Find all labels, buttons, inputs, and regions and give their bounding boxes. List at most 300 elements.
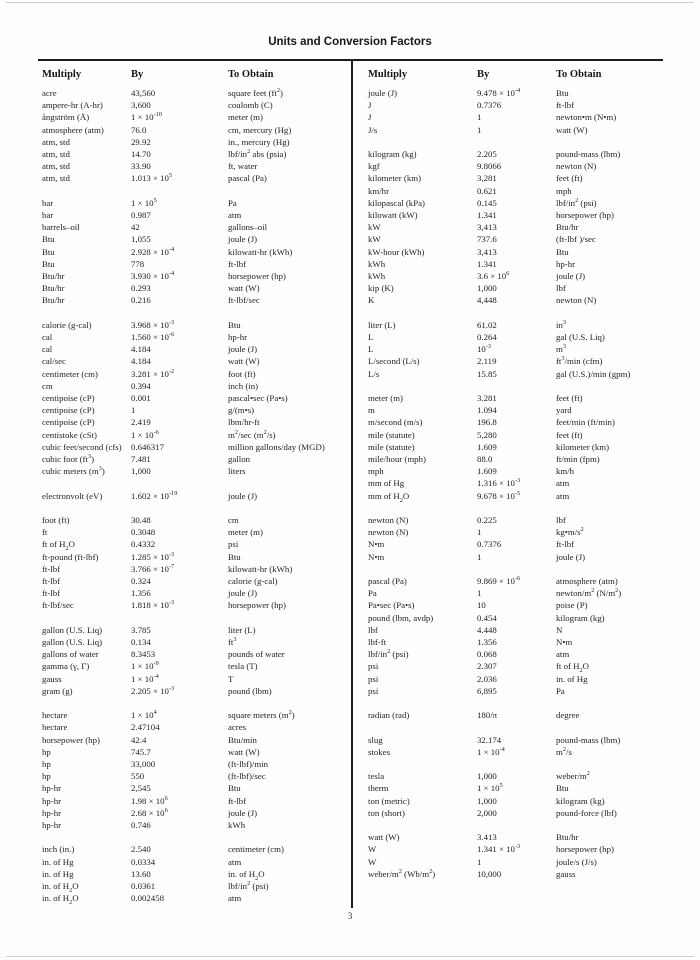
conversion-row — [42, 441, 347, 453]
by-cell: 1,000 — [477, 771, 497, 782]
by-cell: $1 \times 10^4$ — [131, 709, 157, 721]
conversion-row — [42, 282, 347, 294]
multiply-cell: mile (statute) — [368, 429, 415, 440]
conversion-row — [368, 404, 663, 416]
conversion-row — [42, 270, 347, 282]
by-cell: 2.119 — [477, 356, 497, 367]
to-obtain-cell: centimeter (cm) — [228, 844, 284, 855]
to-obtain-cell: Btu/min — [228, 734, 257, 745]
multiply-cell: hp-hr — [42, 795, 62, 806]
conversion-row — [368, 441, 663, 453]
to-obtain-cell: cm — [228, 515, 239, 526]
to-obtain-cell: hp-hr — [556, 258, 576, 269]
by-cell: 1 — [477, 527, 482, 538]
by-cell: 1.609 — [477, 466, 497, 477]
conversion-row — [368, 587, 663, 599]
conversion-row — [368, 343, 663, 355]
multiply-cell: lbf-ft — [368, 637, 387, 648]
to-obtain-cell: pounds of water — [228, 649, 285, 660]
conversion-group — [368, 831, 663, 880]
conversion-row — [368, 843, 663, 855]
to-obtain-cell: liter (L) — [228, 624, 256, 635]
multiply-cell: L/second (L/s) — [368, 356, 420, 367]
conversion-row — [368, 111, 663, 123]
to-obtain-cell: ft-lbf — [556, 100, 575, 111]
to-obtain-cell: $m^2/s$ — [556, 745, 572, 757]
to-obtain-cell: atm — [556, 649, 570, 660]
conversion-row — [368, 868, 663, 880]
multiply-cell: L — [368, 332, 374, 343]
multiply-cell: ft-lbf — [42, 563, 61, 574]
multiply-cell: weber/$m^2$ $(Wb/m^2)$ — [368, 867, 436, 879]
by-cell: 4,448 — [477, 295, 497, 306]
by-cell: 2.47104 — [131, 722, 160, 733]
multiply-cell: lbf — [368, 624, 378, 635]
multiply-cell: J — [368, 100, 372, 111]
conversion-row — [368, 770, 663, 782]
multiply-cell: kW — [368, 234, 381, 245]
to-obtain-cell: (ft-lbf )/sec — [556, 234, 596, 245]
to-obtain-cell: weber/$m^2$ — [556, 770, 590, 782]
by-cell: 550 — [131, 771, 145, 782]
by-cell: 737.6 — [477, 234, 497, 245]
multiply-cell: bar — [42, 210, 54, 221]
to-obtain-cell: in. of $H_2O$ — [228, 868, 265, 882]
to-obtain-cell: joule (J) — [228, 588, 258, 599]
to-obtain-cell: Btu — [556, 88, 569, 98]
by-cell: 32.174 — [477, 734, 502, 745]
to-obtain-cell: T — [228, 673, 234, 684]
conversion-row — [368, 282, 663, 294]
to-obtain-cell: Btu — [556, 246, 569, 257]
to-obtain-cell: horsepower (hp) — [228, 271, 286, 282]
to-obtain-cell: coulomb (C) — [228, 100, 273, 111]
conversion-row — [368, 551, 663, 563]
multiply-cell: Btu/hr — [42, 271, 65, 282]
to-obtain-cell: ft-lbf/sec — [228, 295, 260, 306]
by-cell: 0.145 — [477, 197, 497, 208]
conversion-row — [42, 233, 347, 245]
multiply-cell: L — [368, 344, 374, 355]
to-obtain-cell: atmosphere (atm) — [556, 576, 618, 587]
multiply-cell: centistoke (cSt) — [42, 429, 97, 440]
by-cell: 0.0334 — [131, 856, 156, 867]
to-obtain-cell: pound-force (lbf) — [556, 807, 617, 818]
multiply-cell: L/s — [368, 368, 380, 379]
conversion-row — [42, 258, 347, 270]
by-cell: 3,281 — [477, 173, 497, 184]
multiply-cell: cubic foot $(ft^3)$ — [42, 453, 95, 465]
to-obtain-cell: inch (in) — [228, 380, 259, 391]
multiply-cell: in. of $H_2O$ — [42, 893, 79, 907]
by-cell: 1 — [477, 856, 482, 867]
conversion-row — [42, 490, 347, 502]
multiply-cell: hp — [42, 746, 51, 757]
conversion-row — [368, 477, 663, 489]
to-obtain-cell: pound-mass (lbm) — [556, 149, 621, 159]
by-cell: 9.8066 — [477, 161, 502, 172]
by-cell: 76.0 — [131, 124, 147, 135]
multiply-cell: stokes — [368, 746, 390, 757]
conversion-row — [42, 782, 347, 794]
to-obtain-cell: horsepower (hp) — [556, 210, 614, 221]
right-column — [368, 68, 663, 880]
conversion-row — [368, 294, 663, 306]
conversion-row — [42, 124, 347, 136]
multiply-cell: J/s — [368, 124, 378, 135]
to-obtain-cell: $m^2/\sec$ $(m^2/s)$ — [228, 428, 276, 440]
by-cell: $1 \times 10^{-4}$ — [477, 745, 505, 757]
by-cell: 3,413 — [477, 246, 497, 257]
to-obtain-cell: degree — [556, 710, 580, 721]
conversion-row — [42, 87, 347, 99]
conversion-row — [42, 416, 347, 428]
to-obtain-cell: watt (W) — [228, 746, 260, 757]
by-cell: $1.013 \times 10^5$ — [131, 172, 173, 184]
to-obtain-cell: pascal (Pa) — [228, 173, 267, 184]
by-cell: 0.4332 — [131, 539, 156, 550]
multiply-cell: ft of $H_2O$ — [42, 539, 75, 553]
multiply-cell: horsepower (hp) — [42, 734, 100, 745]
header-to-obtain: To Obtain — [228, 69, 274, 80]
header-by: By — [131, 69, 144, 80]
multiply-cell: gamma (γ, Γ) — [42, 661, 90, 672]
to-obtain-cell: gal (U.S. Liq) — [556, 332, 605, 343]
conversion-row — [368, 660, 663, 675]
by-cell: 5,280 — [477, 429, 497, 440]
to-obtain-cell: newton (N) — [556, 161, 597, 172]
conversion-row — [42, 160, 347, 172]
conversion-group — [42, 197, 347, 307]
to-obtain-cell: watt (W) — [228, 283, 260, 294]
multiply-cell: Btu — [42, 234, 55, 245]
conversion-row — [368, 233, 663, 245]
conversion-row — [368, 648, 663, 660]
multiply-cell: kilopascal (kPa) — [368, 197, 425, 208]
page-title: Units and Conversion Factors — [268, 36, 432, 48]
to-obtain-cell: Btu/hr — [556, 222, 579, 233]
by-cell: 3.785 — [131, 624, 151, 635]
conversion-group — [368, 734, 663, 758]
multiply-cell: lbf/$in^2$ (psi) — [368, 648, 409, 660]
to-obtain-cell: g/(m•s) — [228, 405, 255, 416]
to-obtain-cell: acres — [228, 722, 247, 733]
conversion-row — [368, 99, 663, 111]
conversion-row — [42, 197, 347, 209]
multiply-cell: mile (statute) — [368, 441, 415, 452]
multiply-cell: ft — [42, 527, 48, 538]
conversion-row — [368, 221, 663, 233]
conversion-row — [42, 856, 347, 868]
conversion-row — [368, 734, 663, 746]
conversion-row — [368, 795, 663, 807]
by-cell: 0.002458 — [131, 893, 164, 904]
conversion-row — [42, 246, 347, 258]
by-cell: $1 \times 10^{-10}$ — [131, 111, 162, 123]
multiply-cell: ft-lbf — [42, 576, 61, 587]
by-cell: 2.540 — [131, 844, 151, 855]
to-obtain-cell: foot (ft) — [228, 368, 256, 379]
conversion-row — [42, 148, 347, 160]
multiply-cell: atm, std — [42, 136, 70, 147]
multiply-cell: kilogram (kg) — [368, 149, 417, 159]
conversion-row — [42, 526, 347, 538]
by-cell: 196.8 — [477, 417, 497, 428]
by-cell: 2,000 — [477, 807, 497, 818]
conversion-row — [368, 782, 663, 794]
multiply-cell: ångström (Å) — [42, 112, 90, 123]
multiply-cell: meter (m) — [368, 393, 403, 404]
to-obtain-cell: lbf — [556, 283, 566, 294]
to-obtain-cell: newton (N) — [556, 295, 597, 306]
multiply-cell: in. of $H_2O$ — [42, 881, 79, 894]
conversion-row — [368, 197, 663, 209]
conversion-row — [42, 221, 347, 233]
conversion-row — [42, 355, 347, 367]
to-obtain-cell: kWh — [228, 820, 246, 831]
by-cell: 1,055 — [131, 234, 151, 245]
conversion-group — [368, 709, 663, 721]
to-obtain-cell: joule (J) — [228, 807, 258, 818]
by-cell: $1 \times 10^5$ — [131, 196, 157, 208]
multiply-cell: gallon (U.S. Liq) — [42, 637, 103, 648]
to-obtain-cell: Btu — [228, 319, 241, 330]
multiply-cell: newton (N) — [368, 515, 409, 526]
by-cell: 0.394 — [131, 380, 151, 391]
multiply-cell: in. of Hg — [42, 856, 74, 867]
by-cell: 3.281 — [477, 393, 497, 404]
scan-edge-bottom — [6, 956, 694, 957]
by-cell: $3.6 \times 10^6$ — [477, 270, 510, 282]
by-cell: $3.930 \times 10^{-4}$ — [131, 270, 175, 282]
by-cell: 0.987 — [131, 210, 151, 221]
to-obtain-cell: Btu — [556, 783, 569, 794]
to-obtain-cell: pound (lbm) — [228, 685, 272, 696]
multiply-cell: Btu/hr — [42, 295, 65, 306]
by-cell: 0.3048 — [131, 527, 156, 538]
by-cell: 7.481 — [131, 454, 151, 465]
conversion-row — [368, 685, 663, 697]
multiply-cell: hp-hr — [42, 783, 62, 794]
to-obtain-cell: kilowatt-hr (kWh) — [228, 563, 293, 574]
to-obtain-cell: yard — [556, 405, 572, 416]
multiply-cell: cal/sec — [42, 356, 66, 367]
multiply-cell: barrels–oil — [42, 222, 80, 233]
to-obtain-cell: atm — [556, 490, 570, 501]
by-cell: 4.184 — [131, 356, 151, 367]
to-obtain-cell: meter (m) — [228, 112, 263, 123]
column-divider — [351, 59, 353, 908]
to-obtain-cell: hp-hr — [228, 332, 248, 343]
to-obtain-cell: $ft^3/\min$ (cfm) — [556, 355, 603, 367]
conversion-row — [368, 490, 663, 502]
multiply-cell: ft-lbf/sec — [42, 600, 74, 611]
to-obtain-cell: meter (m) — [228, 527, 263, 538]
to-obtain-cell: kilometer (km) — [556, 441, 610, 452]
by-cell: 1.094 — [477, 405, 497, 416]
multiply-cell: Btu — [42, 258, 55, 269]
conversion-row — [42, 807, 347, 819]
by-cell: 33,000 — [131, 759, 156, 770]
conversion-row — [368, 673, 663, 685]
by-cell: $1 \times 10^{-6}$ — [131, 428, 159, 440]
multiply-cell: kWh — [368, 271, 386, 282]
multiply-cell: watt (W) — [368, 832, 400, 843]
multiply-cell: m — [368, 405, 375, 416]
conversion-row — [368, 368, 663, 380]
conversion-row — [42, 319, 347, 331]
conversion-group — [368, 392, 663, 502]
by-cell: 42.4 — [131, 734, 147, 745]
conversion-row — [368, 746, 663, 758]
by-cell: 10 — [477, 600, 486, 611]
by-cell: 15.85 — [477, 368, 497, 379]
to-obtain-cell: gallons–oil — [228, 222, 268, 233]
to-obtain-cell: Btu — [228, 551, 241, 562]
conversion-row — [42, 575, 347, 587]
multiply-cell: inch (in.) — [42, 844, 75, 855]
conversion-group — [42, 709, 347, 831]
multiply-cell: centipoise (cP) — [42, 393, 95, 404]
multiply-cell: acre — [42, 88, 57, 98]
by-cell: 1.356 — [477, 637, 497, 648]
to-obtain-cell: km/h — [556, 466, 575, 477]
conversion-group — [368, 575, 663, 697]
to-obtain-cell: lbm/hr-ft — [228, 417, 260, 428]
conversion-row — [42, 648, 347, 660]
to-obtain-cell: square meters $(m^2)$ — [228, 709, 295, 721]
to-obtain-cell: atm — [556, 478, 570, 489]
by-cell: $9.478 \times 10^{-4}$ — [477, 87, 521, 98]
multiply-cell: joule (J) — [368, 88, 398, 98]
header-by: By — [477, 69, 490, 80]
by-cell: 3.413 — [477, 832, 497, 843]
multiply-cell: hectare — [42, 722, 68, 733]
multiply-cell: liter (L) — [368, 319, 396, 330]
multiply-cell: gauss — [42, 673, 62, 684]
by-cell: $1 \times 10^{-4}$ — [131, 672, 159, 684]
to-obtain-cell: square feet $(ft^2)$ — [228, 87, 283, 98]
multiply-cell: hp — [42, 759, 51, 770]
multiply-cell: ton (metric) — [368, 795, 410, 806]
multiply-cell: J — [368, 112, 372, 123]
to-obtain-cell: horsepower (hp) — [556, 844, 614, 855]
by-cell: 0.7376 — [477, 100, 502, 111]
conversion-row — [42, 843, 347, 855]
by-cell: 0.264 — [477, 332, 497, 343]
conversion-row — [368, 258, 663, 270]
by-cell: 2,545 — [131, 783, 151, 794]
conversion-row — [368, 465, 663, 477]
to-obtain-cell: N•m — [556, 637, 573, 648]
to-obtain-cell: million gallons/day (MGD) — [228, 441, 325, 452]
conversion-row — [368, 209, 663, 221]
to-obtain-cell: Pa — [556, 685, 565, 696]
conversion-row — [42, 368, 347, 380]
conversion-group — [368, 770, 663, 819]
by-cell: $1.285 \times 10^{-3}$ — [131, 550, 175, 562]
multiply-cell: ampere-hr (A-hr) — [42, 100, 103, 111]
to-obtain-cell: ft-lbf — [228, 258, 247, 269]
multiply-cell: bar — [42, 197, 54, 208]
by-cell: $1.560 \times 10^{-6}$ — [131, 331, 175, 343]
by-cell: 3,600 — [131, 100, 151, 111]
conversion-row — [42, 795, 347, 807]
by-cell: 2.419 — [131, 417, 151, 428]
conversion-row — [42, 673, 347, 685]
multiply-cell: psi — [368, 685, 379, 696]
multiply-cell: psi — [368, 661, 379, 672]
conversion-row — [42, 429, 347, 441]
conversion-row — [42, 734, 347, 746]
conversion-group — [42, 843, 347, 907]
multiply-cell: therm — [368, 783, 389, 794]
to-obtain-cell: in. of Hg — [556, 673, 588, 684]
to-obtain-cell: atm — [228, 856, 242, 867]
to-obtain-cell: feet (ft) — [556, 429, 583, 440]
conversion-row — [368, 514, 663, 526]
by-cell: 30.48 — [131, 515, 151, 526]
by-cell: $3.766 \times 10^{-7}$ — [131, 562, 175, 574]
by-cell: 42 — [131, 222, 140, 233]
multiply-cell: atm, std — [42, 161, 70, 172]
by-cell: 14.70 — [131, 149, 151, 160]
by-cell: 1.356 — [131, 588, 151, 599]
multiply-cell: N•m — [368, 539, 385, 550]
by-cell: $2.68 \times 10^6$ — [131, 806, 168, 818]
left-column — [42, 68, 347, 905]
conversion-row — [42, 172, 347, 184]
multiply-cell: cal — [42, 332, 53, 343]
multiply-cell: Pa•sec (Pa•s) — [368, 600, 415, 611]
conversion-row — [42, 624, 347, 636]
to-obtain-cell: gal (U.S.)/min (gpm) — [556, 368, 631, 379]
by-cell: 1 — [477, 551, 482, 562]
to-obtain-cell: kilogram (kg) — [556, 795, 605, 806]
multiply-cell: radian (rad) — [368, 710, 410, 721]
to-obtain-cell: lbf/$in^2$ abs (psia) — [228, 148, 287, 160]
conversion-row — [368, 807, 663, 819]
conversion-row — [42, 538, 347, 553]
multiply-cell: foot (ft) — [42, 515, 70, 526]
to-obtain-cell: kilowatt-hr (kWh) — [228, 246, 293, 257]
to-obtain-cell: joule (J) — [556, 271, 586, 282]
conversion-row — [42, 599, 347, 611]
conversion-group — [368, 319, 663, 380]
conversion-row — [368, 185, 663, 197]
conversion-row — [42, 770, 347, 782]
conversion-group — [42, 490, 347, 502]
to-obtain-cell: kilogram (kg) — [556, 612, 605, 623]
by-cell: $2.205 \times 10^{-3}$ — [131, 684, 175, 696]
conversion-row — [42, 709, 347, 721]
to-obtain-cell: psi — [228, 539, 239, 550]
to-obtain-cell: ft, water — [228, 161, 258, 172]
conversion-group — [368, 87, 663, 136]
to-obtain-cell: feet (ft) — [556, 393, 583, 404]
to-obtain-cell: gallon — [228, 454, 250, 465]
by-cell: 0.293 — [131, 283, 151, 294]
conversion-group — [42, 514, 347, 612]
to-obtain-cell: Btu/hr — [556, 832, 579, 843]
by-cell: 0.216 — [131, 295, 151, 306]
to-obtain-cell: feet (ft) — [556, 173, 583, 184]
to-obtain-cell: in., mercury (Hg) — [228, 136, 290, 147]
multiply-cell: m/second (m/s) — [368, 417, 423, 428]
conversion-row — [368, 355, 663, 367]
to-obtain-cell: $in^3$ — [556, 318, 566, 330]
left-column-body — [42, 87, 347, 905]
